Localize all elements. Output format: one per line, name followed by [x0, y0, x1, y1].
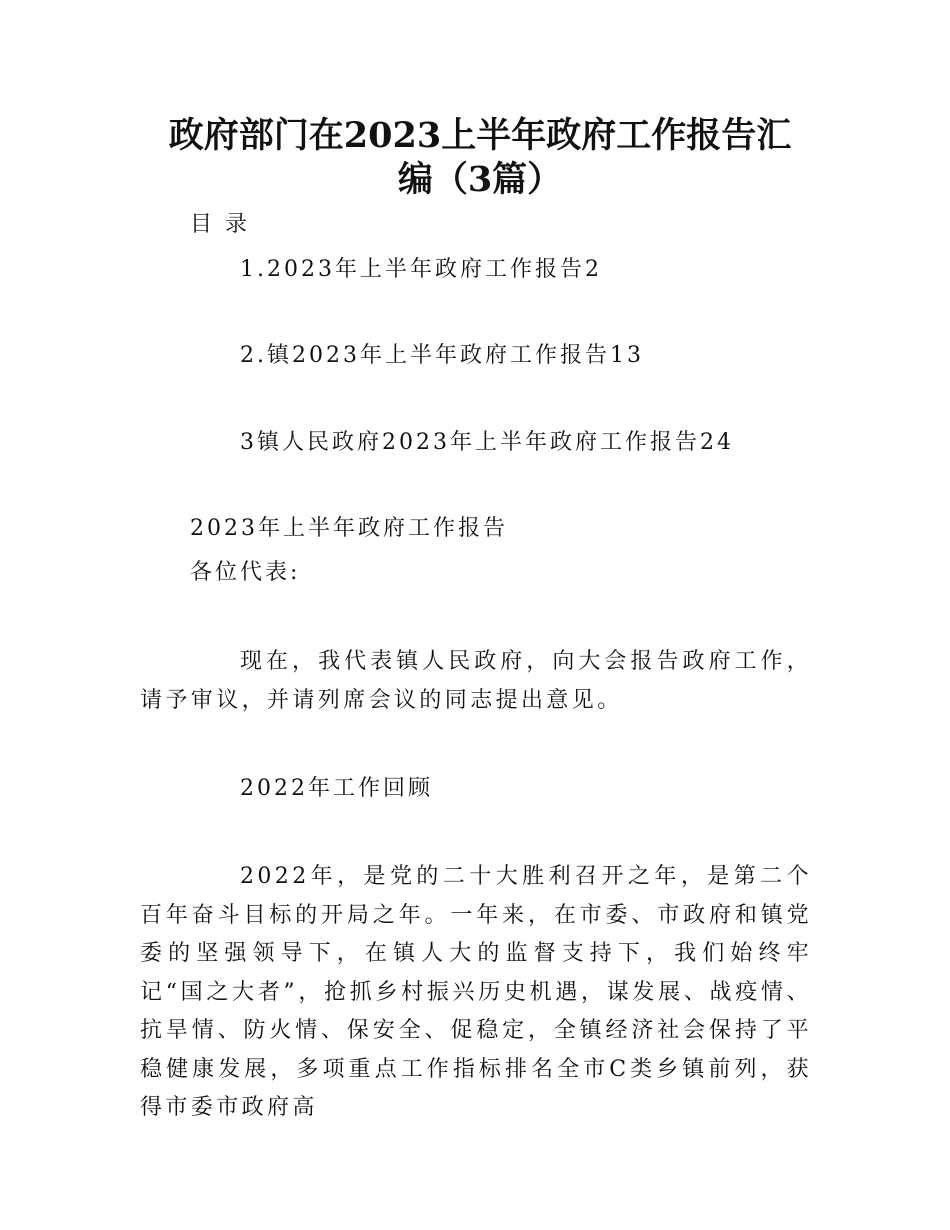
document-title-line-1: 政府部门在2023上半年政府工作报告汇: [168, 115, 792, 156]
toc-item-3[interactable]: 3镇人民政府2023年上半年政府工作报告24: [240, 430, 734, 455]
toc-item-2[interactable]: 2.镇2023年上半年政府工作报告13: [240, 343, 644, 368]
review-paragraph: 2022年，是党的二十大胜利召开之年，是第二个百年奋斗目标的开局之年。一年来，在市委、市政府和镇党委的坚强领导下，在镇人大的监督支持下，我们始终牢记“国之大者”，抢抓乡村振兴历史机遇，谋发展、战疫情、抗旱情、防火情、保安全、促稳定，全镇经济社会保持了平稳健康发展，多项重点工作指标排名全市C类乡镇前列，获得市委市政府高: [140, 864, 812, 1120]
salutation: 各位代表:: [190, 560, 301, 585]
section-title: 2023年上半年政府工作报告: [190, 516, 508, 541]
review-heading: 2022年工作回顾: [240, 776, 433, 801]
toc-heading: 目 录: [190, 212, 250, 237]
document-title-line-2: 编（3篇）: [397, 159, 563, 200]
intro-paragraph: 现在，我代表镇人民政府，向大会报告政府工作，请予审议，并请列席会议的同志提出意见。: [140, 649, 812, 713]
toc-item-1[interactable]: 1.2023年上半年政府工作报告2: [240, 257, 602, 282]
